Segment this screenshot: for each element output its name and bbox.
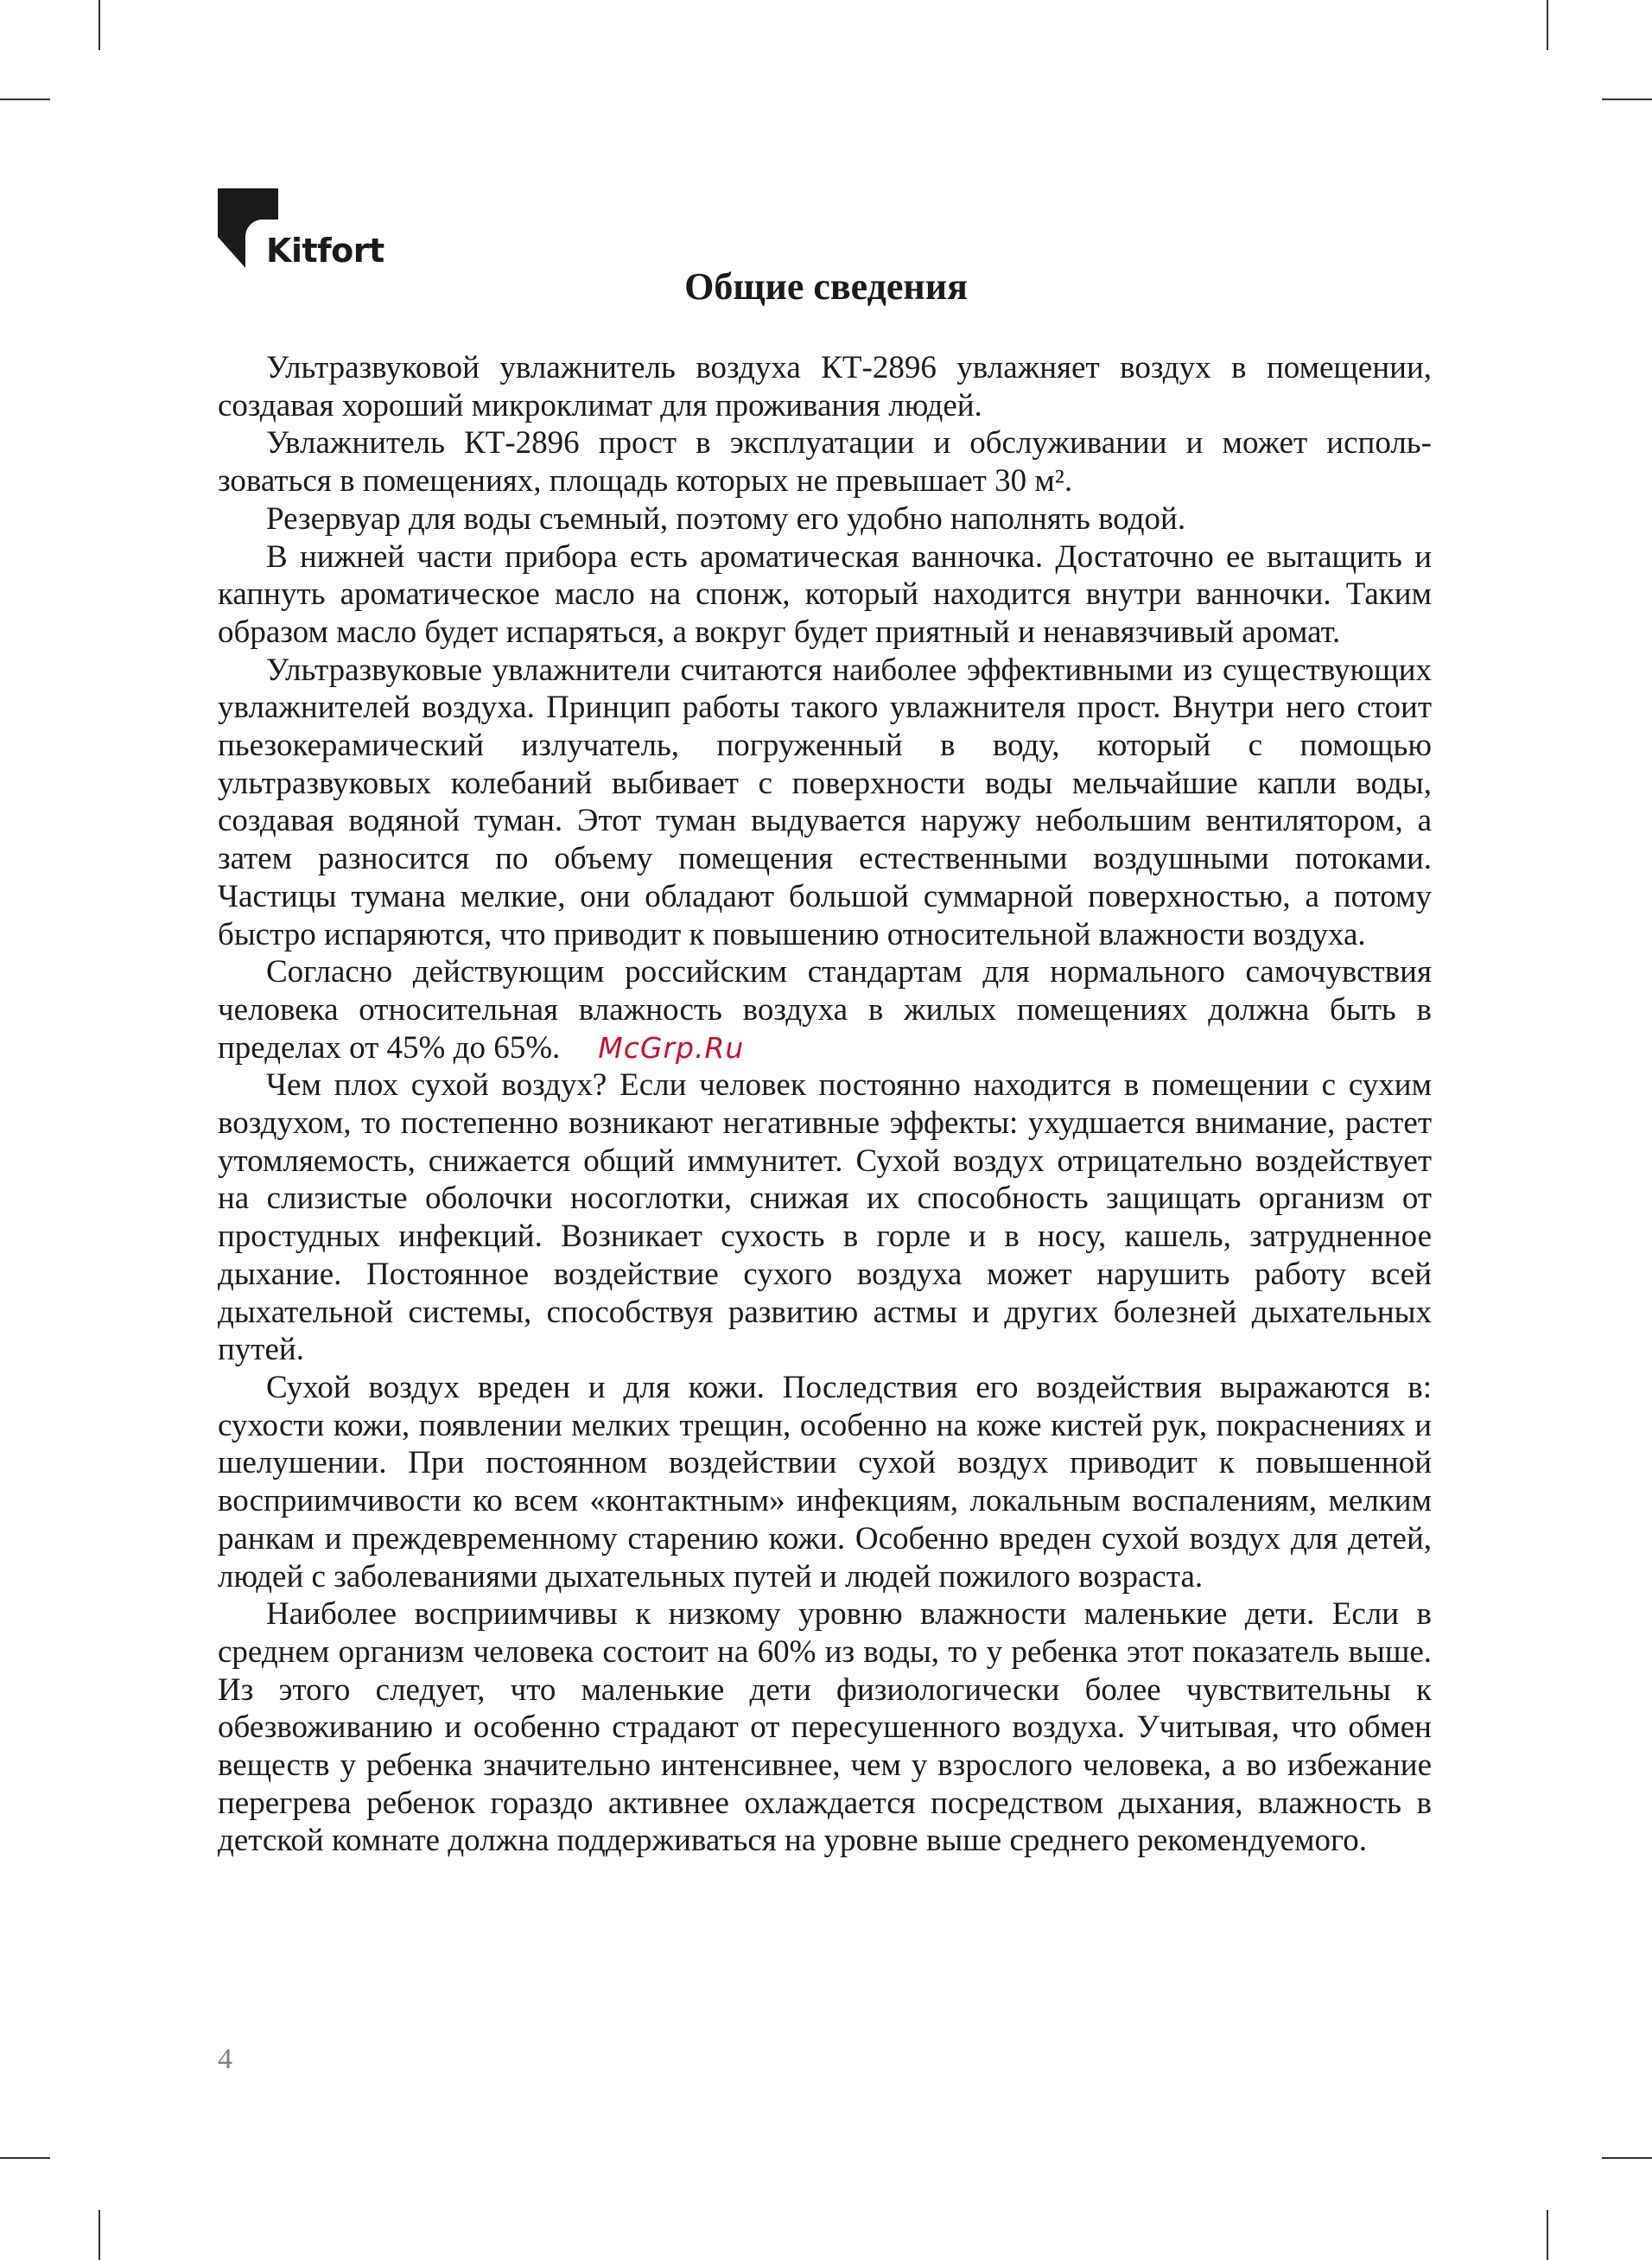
paragraph-6 — [218, 953, 1432, 1066]
crop-mark-bottom-right-vertical — [1547, 2210, 1548, 2260]
logo-text: Kitfort — [266, 232, 384, 270]
paragraph-4: В нижней части прибора есть ароматическая ванночка. Достаточно ее вытащить и капнуть ароматическое масло на спонж, который находится внутри ванночки. Таким образом масло будет испаряться, а вокруг будет приятный и ненавязчивый аромат. — [218, 538, 1432, 650]
paragraph-7: Чем плох сухой воздух? Если человек постоянно находится в помещении с сухим воздухом, то постепенно возникают негативные эффекты: ухудшается внимание, растет утомляемость, снижается общий иммунитет. Сухой воздух отрицательно воздействует на слизистые оболочки носоглотки, снижая их способность защищать организм от простудных инфекций. Возникает сухость в горле и в носу, кашель, затрудненное дыхание. Постоянное воздействие сухого воздуха может нарушить работу всей дыхательной системы, способствуя развитию астмы и других болезней дыхательных путей. — [218, 1067, 1432, 1368]
crop-mark-top-left-horizontal — [0, 99, 50, 100]
paragraph-9: Наиболее восприимчивы к низкому уровню влажности маленькие дети. Если в среднем организм человека состоит на 60% из воды, то у ребенка этот показатель выше. Из этого следует, что маленькие дети физиологически более чувствительны к обезвоживанию и особенно страдают от пересушенного воздуха. Учитывая, что обмен веществ у ребенка значительно интенсивнее, чем у взрослого человека, а во избежание перегрева ребенок гораздо активнее охлаждается посредством дыхания, влажность в детской комнате должна поддерживаться на уровне выше среднего рекомендуемого. — [218, 1596, 1432, 1859]
watermark-link[interactable]: McGrp.Ru — [598, 1030, 745, 1065]
document-body — [218, 349, 1432, 1860]
crop-mark-bottom-right-horizontal — [1602, 2157, 1652, 2159]
paragraph-5: Ультразвуковые увлажнители считаются наиболее эффективными из существующих увлажнителей воздуха. Принцип работы такого увлажнителя прост. Внутри него стоит пьезокерамический излучатель, погруженный в воду, который с помощью ультразвуковых колебаний выбивает с поверхности воды мельчайшие капли воды, создавая водяной туман. Этот туман выдувается наружу небольшим вентилятором, а затем разносится по объему помещения естественными воздушными потоками. Частицы тумана мелкие, они обладают большой суммарной поверхностью, а потому быстро испаряются, что приводит к повышению относительной влажности воздуха. — [218, 652, 1432, 952]
paragraph-8: Сухой воздух вреден и для кожи. Последствия его воздействия выражаются в: сухости кожи, появлении мелких трещин, особенно на коже кистей рук, покраснениях и шелушении. При постоянном воздействии сухой воздух приводит к повышенной восприимчивости ко всем «контактным» инфекциям, локальным воспалениям, мелким ранкам и преждевременному старению кожи. Особенно вреден сухой воздух для детей, людей с заболеваниями дыхательных путей и людей пожилого возраста. — [218, 1369, 1432, 1595]
crop-mark-top-right-vertical — [1547, 0, 1548, 50]
crop-mark-bottom-left-horizontal — [0, 2157, 50, 2159]
paragraph-3: Резервуар для воды съемный, поэтому его удобно наполнять водой. — [266, 500, 1186, 537]
kitfort-logo — [218, 188, 391, 275]
crop-mark-bottom-left-vertical — [98, 2210, 100, 2260]
page-number: 4 — [218, 2043, 232, 2075]
crop-mark-top-left-vertical — [98, 0, 100, 50]
paragraph-2: Увлажнитель КТ-2896 прост в эксплуатации и обслуживании и может использоваться в помещениях, площадь которых не превышает 30 м². — [218, 425, 1432, 500]
page-title: Общие сведения — [684, 265, 968, 308]
paragraph-6-text: Согласно действующим российским стандартам для нормального самочувствия человека относительная влажность воздуха в жилых помещениях должна быть в пределах от 45% до 65%. — [218, 954, 1432, 1066]
crop-mark-top-right-horizontal — [1602, 99, 1652, 100]
paragraph-1: Ультразвуковой увлажнитель воздуха КТ-2896 увлажняет воздух в помещении, создавая хороший микроклимат для проживания людей. — [218, 350, 1432, 423]
